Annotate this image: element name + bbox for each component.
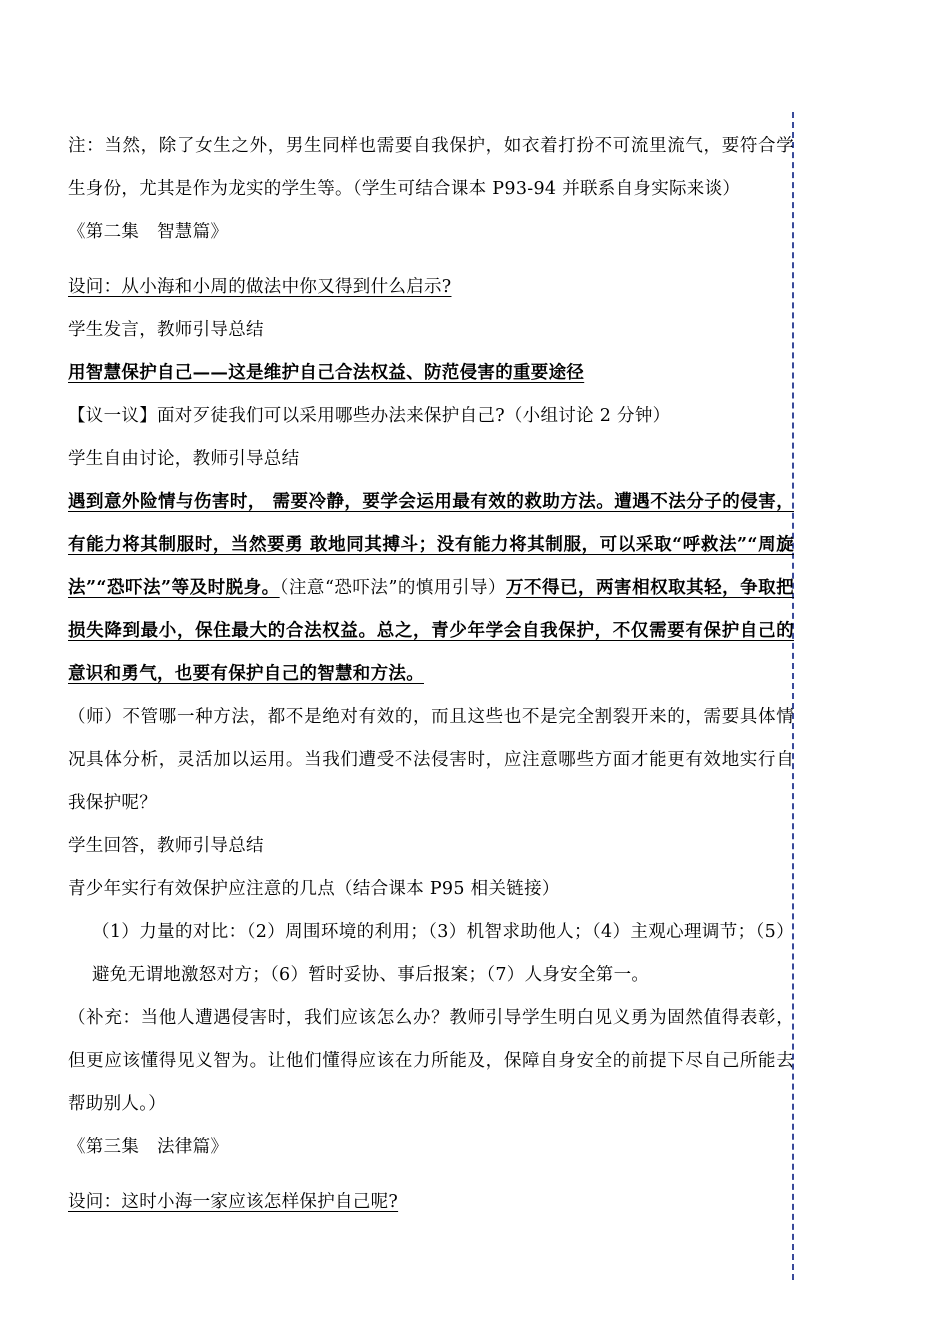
teacher-remark: （师）不管哪一种方法，都不是绝对有效的，而且这些也不是完全割裂开来的，需要具体情况具体分析，灵活加以运用。当我们遭受不法侵害时，应注意哪些方面才能更有效地实行自我保护呢？ xyxy=(68,707,794,813)
discussion-tag: 【议一议】 xyxy=(68,406,157,426)
episode-3-heading: 《第三集 法律篇》 xyxy=(68,1137,229,1157)
question-1: 设问：从小海和小周的做法中你又得到什么启示? xyxy=(68,277,452,297)
document-body xyxy=(68,125,794,1224)
key-point-wisdom: 用智慧保护自己——这是维护自己合法权益、防范侵害的重要途径 xyxy=(68,363,585,383)
methods-text-a: 遇到意外险情与伤害时， 需要冷静，要学会运用最有效的救助方法。遭遇不法分子的侵害，有能力将其制服时，当然要勇 敢地同其搏斗；没有能力将其制服，可以采取“呼救法”“周旋法”“恐吓法”等及时脱身。 xyxy=(68,492,794,598)
question-2: 设问：这时小海一家应该怎样保护自己呢? xyxy=(68,1192,399,1212)
discussion-text: 面对歹徒我们可以采用哪些办法来保护自己?（小组讨论 2 分钟） xyxy=(157,406,671,426)
methods-note: （注意“恐吓法”的慎用引导） xyxy=(279,578,506,598)
student-discuss: 学生自由讨论，教师引导总结 xyxy=(68,449,300,469)
methods-text-b: 万不得已，两害相权取其轻，争取把损失降到最小，保住最大的合法权益。总之，青少年学会自我保护，不仅需要有保护自己的意识和勇气，也要有保护自己的智慧和方法。 xyxy=(68,578,794,684)
supplement-paragraph: （补充：当他人遭遇侵害时，我们应该怎么办？教师引导学生明白见义勇为固然值得表彰，但更应该懂得见义智为。让他们懂得应该在力所能及，保障自身安全的前提下尽自己所能去帮助别人。） xyxy=(68,1008,794,1114)
points-list: （1）力量的对比：（2）周围环境的利用；（3）机智求助他人；（4）主观心理调节；（5）避免无谓地激怒对方；（6）暂时妥协、事后报案；（7）人身安全第一。 xyxy=(92,922,794,985)
key-point-methods xyxy=(68,481,794,696)
note-paragraph: 注：当然，除了女生之外，男生同样也需要自我保护，如衣着打扮不可流里流气，要符合学生身份，尤其是作为龙实的学生等。（学生可结合课本 P93-94 并联系自身实际来谈） xyxy=(68,136,794,199)
episode-2-heading: 《第二集 智慧篇》 xyxy=(68,222,229,242)
points-heading: 青少年实行有效保护应注意的几点（结合课本 P95 相关链接） xyxy=(68,879,560,899)
discussion-prompt xyxy=(68,395,794,438)
student-speak: 学生发言，教师引导总结 xyxy=(68,320,264,340)
student-answer: 学生回答，教师引导总结 xyxy=(68,836,264,856)
